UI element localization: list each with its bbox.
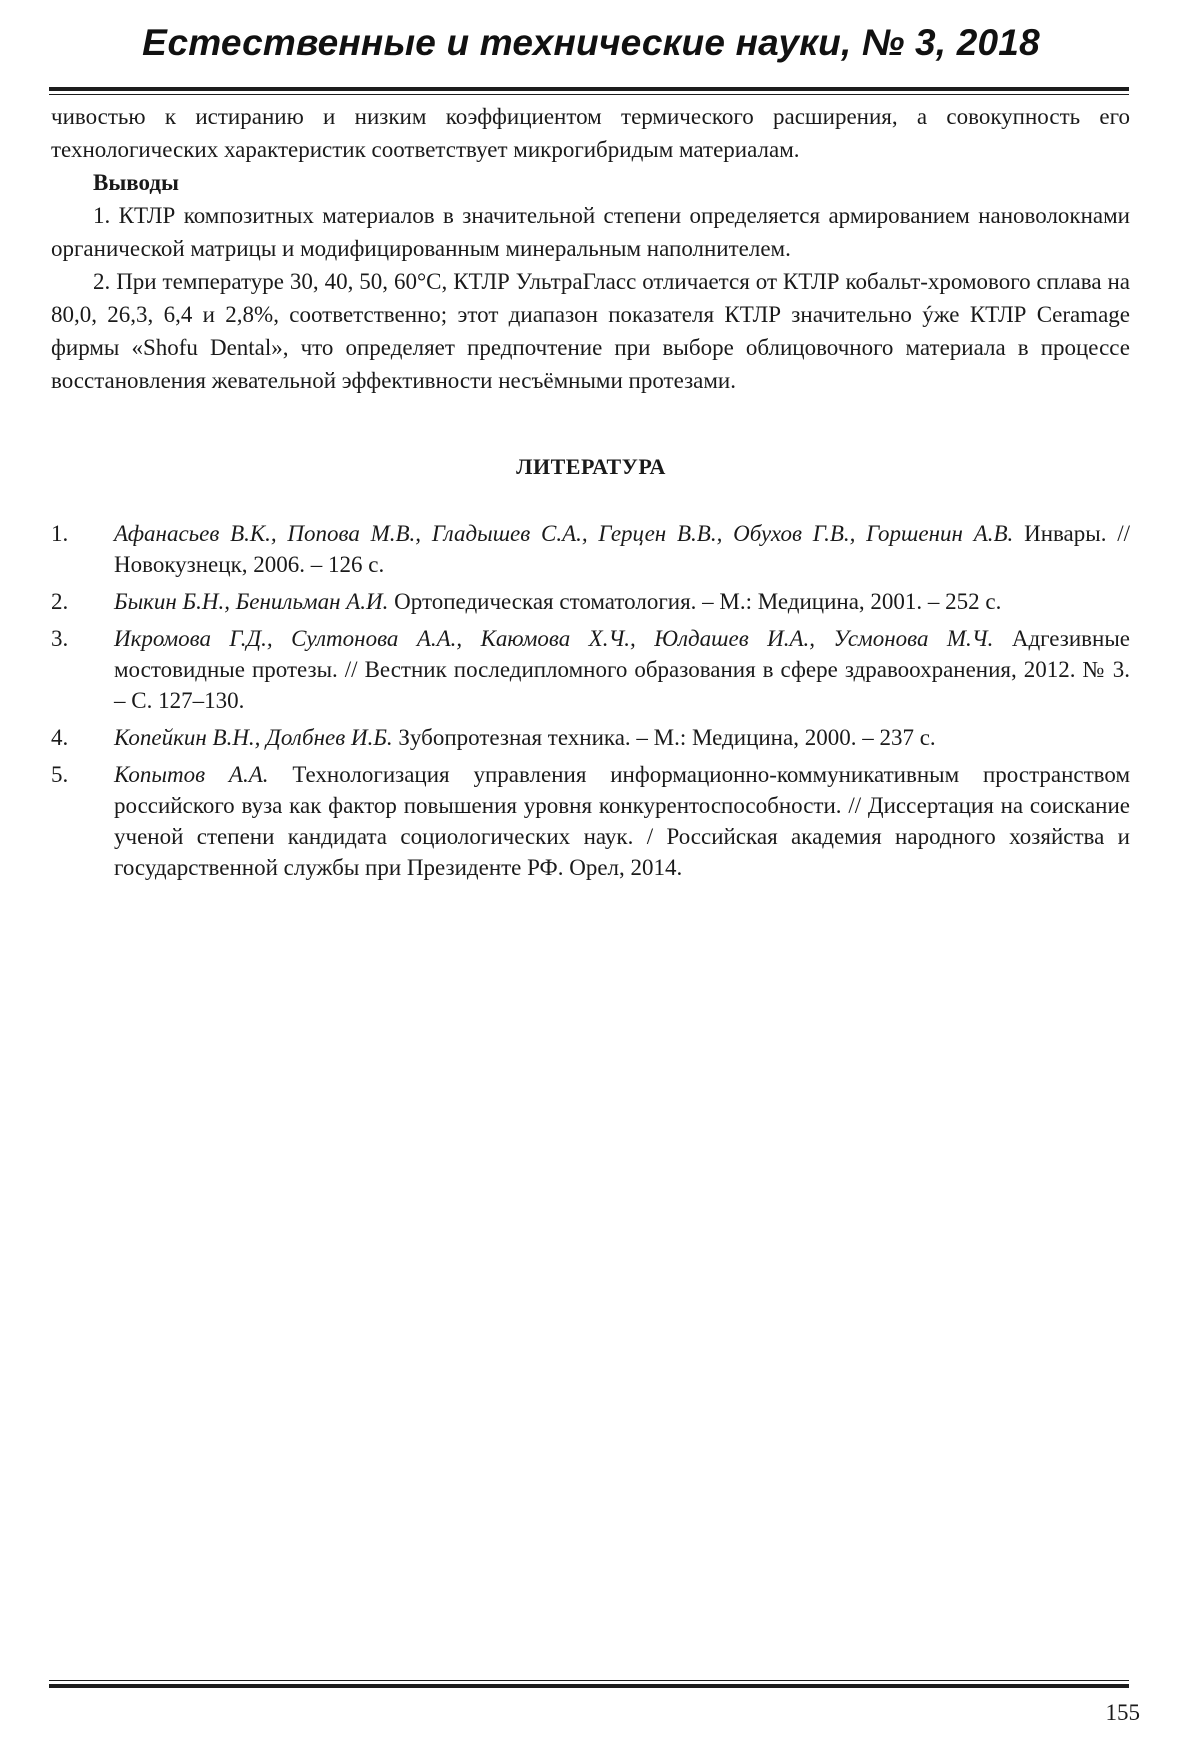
literature-heading: ЛИТЕРАТУРА	[516, 454, 666, 479]
reference-number: 2.	[51, 589, 69, 614]
reference-details: Зубопротезная техника. – М.: Медицина, 2000. – 237 с.	[398, 725, 936, 750]
reference-details: Ортопедическая стоматология. – М.: Медицина, 2001. – 252 с.	[394, 589, 1002, 614]
conclusion-2: 2. При температуре 30, 40, 50, 60°С, КТЛР УльтраГласс отличается от КТЛР кобальт-хромового сплава на 80,0, 26,3, 6,4 и 2,8%, соответственно; этот диапазон показателя КТЛР значительно ýже КТЛР Ceramage фирмы «Shofu Dental», что определяет предпочтение при выборе облицовочного материала в процессе восстановления жевательной эффективности несъёмными протезами.	[51, 269, 1130, 393]
reference-number: 1.	[51, 521, 69, 546]
conclusion-1: 1. КТЛР композитных материалов в значительной степени определяется армированием нановолокнами органической матрицы и модифицированным минеральным наполнителем.	[51, 203, 1130, 261]
continuation-paragraph: чивостью к истиранию и низким коэффициентом термического расширения, а совокупность его технологических характеристик соответствует микрогибридым материалам.	[51, 104, 1130, 162]
reference-text	[114, 759, 1130, 883]
reference-details: Технологизация управления информационно-коммуникативным пространством российского вуза как фактор повышения уровня конкурентоспособности. // Диссертация на соискание ученой степени кандидата социологических наук. / Российская академия народного хозяйства и государственной службы при Президенте РФ. Орел, 2014.	[114, 762, 1131, 880]
page-number: 155	[1105, 1700, 1140, 1725]
header-rule-thick	[49, 87, 1129, 91]
reference-text	[114, 623, 1130, 716]
reference-item	[51, 518, 1130, 580]
header-rule-thin	[49, 94, 1129, 95]
reference-item	[51, 586, 1130, 617]
reference-item	[51, 623, 1130, 716]
reference-authors: Икромова Г.Д., Султонова А.А., Каюмова Х.Ч., Юлдашев И.А., Усмонова М.Ч.	[114, 626, 994, 651]
reference-list	[51, 518, 1130, 889]
reference-number: 4.	[51, 725, 69, 750]
footer-rule-thick	[49, 1684, 1129, 1688]
reference-details: Адгезивные мостовидные протезы. // Вестник последипломного образования в сфере здравоохранения, 2012. № 3. – С. 127–130.	[114, 626, 1130, 713]
reference-number: 3.	[51, 626, 69, 651]
reference-authors: Копытов А.А.	[114, 762, 269, 787]
article-body	[51, 100, 1130, 397]
footer-rule-thin	[49, 1680, 1129, 1681]
reference-item	[51, 722, 1130, 753]
header-rule	[49, 87, 1129, 95]
reference-text	[114, 586, 1130, 617]
reference-text	[114, 518, 1130, 580]
reference-authors: Быкин Б.Н., Бенильман А.И.	[114, 589, 389, 614]
footer-rule	[49, 1680, 1129, 1688]
reference-item	[51, 759, 1130, 883]
journal-header: Естественные и технические науки, № 3, 2018	[142, 22, 1040, 63]
reference-number: 5.	[51, 762, 69, 787]
reference-text	[114, 722, 1130, 753]
reference-authors: Копейкин В.Н., Долбнев И.Б.	[114, 725, 393, 750]
reference-authors: Афанасьев В.К., Попова М.В., Гладышев С.А., Герцен В.В., Обухов Г.В., Горшенин А.В.	[114, 521, 1014, 546]
conclusions-title: Выводы	[93, 170, 179, 195]
reference-details: Инвары. // Новокузнецк, 2006. – 126 с.	[114, 521, 1131, 577]
